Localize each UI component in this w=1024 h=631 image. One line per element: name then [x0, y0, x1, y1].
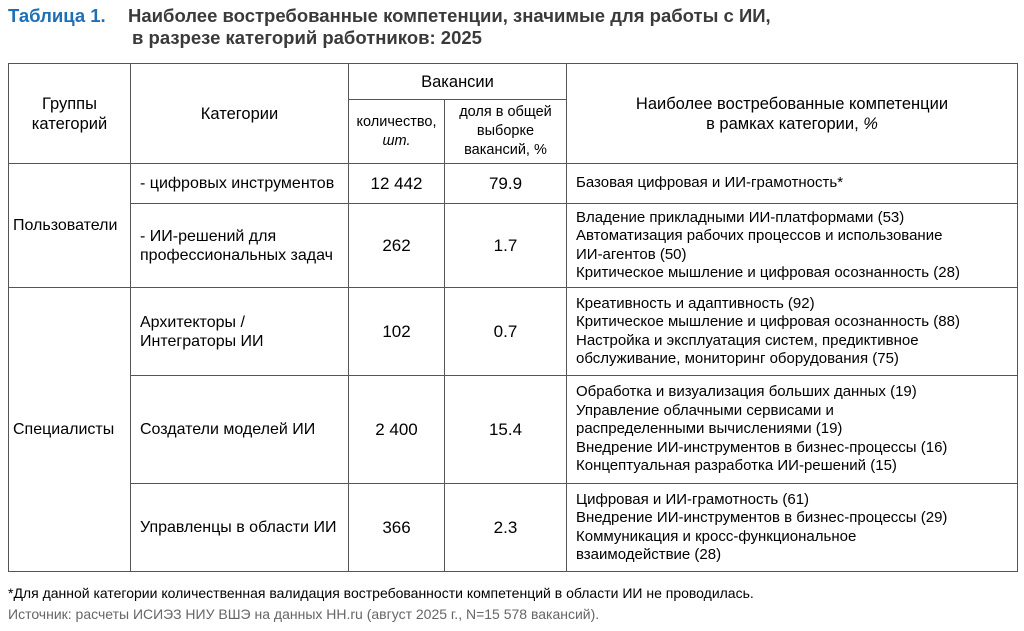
group-users: Пользователи: [9, 164, 131, 288]
source-note: Источник: расчеты ИСИЭЗ НИУ ВШЭ на данных HH.ru (август 2025 г., N=15 578 вакансий).: [8, 606, 600, 622]
count-cell: 366: [349, 484, 445, 572]
competencies-cell: Базовая цифровая и ИИ-грамотность*: [567, 164, 1018, 204]
count-cell: 262: [349, 204, 445, 288]
competencies-cell: Креативность и адаптивность (92) Критическое мышление и цифровая осознанность (88) Настройка и эксплуатация систем, предиктивное обслуживание, мониторинг оборудования (75): [567, 288, 1018, 376]
share-cell: 1.7: [445, 204, 567, 288]
category-cell: Архитекторы / Интеграторы ИИ: [131, 288, 349, 376]
share-cell: 0.7: [445, 288, 567, 376]
share-cell: 15.4: [445, 376, 567, 484]
competencies-cell: Цифровая и ИИ-грамотность (61) Внедрение ИИ-инструментов в бизнес-процессы (29) Коммуникация и кросс-функциональное взаимодействие (28): [567, 484, 1018, 572]
group-specialists: Специалисты: [9, 288, 131, 572]
competencies-table: [8, 63, 1018, 572]
competencies-cell: Владение прикладными ИИ-платформами (53) Автоматизация рабочих процессов и использование ИИ-агентов (50) Критическое мышление и цифровая осознанность (28): [567, 204, 1018, 288]
table-row: [9, 164, 1018, 204]
category-cell: - ИИ-решений для профессиональных задач: [131, 204, 349, 288]
table-row: [9, 376, 1018, 484]
competencies-cell: Обработка и визуализация больших данных (19) Управление облачными сервисами и распределенными вычислениями (19) Внедрение ИИ-инструментов в бизнес-процессы (16) Концептуальная разработка ИИ-решений (15): [567, 376, 1018, 484]
category-cell: Управленцы в области ИИ: [131, 484, 349, 572]
count-cell: 12 442: [349, 164, 445, 204]
title-line-1: Наиболее востребованные компетенции, значимые для работы с ИИ,: [128, 5, 771, 26]
header-groups: Группы категорий: [9, 64, 131, 164]
share-cell: 79.9: [445, 164, 567, 204]
category-cell: Создатели моделей ИИ: [131, 376, 349, 484]
header-count: количество, шт.: [349, 100, 445, 164]
footnote: *Для данной категории количественная валидация востребованности компетенций в области ИИ не проводилась.: [8, 585, 754, 601]
table-row: [9, 204, 1018, 288]
category-cell: - цифровых инструментов: [131, 164, 349, 204]
count-cell: 2 400: [349, 376, 445, 484]
header-share: доля в общей выборке вакансий, %: [445, 100, 567, 164]
count-cell: 102: [349, 288, 445, 376]
table-row: [9, 484, 1018, 572]
header-vacancies: Вакансии: [349, 64, 567, 100]
share-cell: 2.3: [445, 484, 567, 572]
title-line-2: в разрезе категорий работников: 2025: [132, 27, 482, 48]
header-competencies: Наиболее востребованные компетенции в рамках категории, %: [567, 64, 1018, 164]
table-title: [8, 5, 1018, 49]
table-row: [9, 288, 1018, 376]
header-categories: Категории: [131, 64, 349, 164]
table-number: Таблица 1.: [8, 5, 106, 26]
